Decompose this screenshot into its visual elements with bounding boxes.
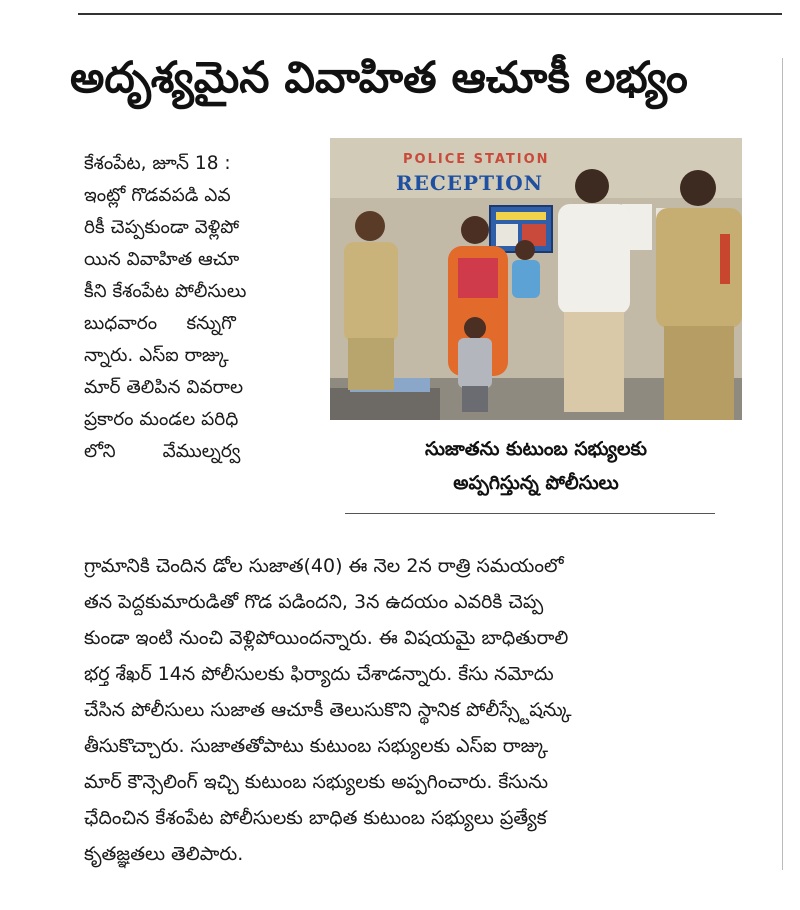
photo-caption: [330, 432, 742, 500]
text-line: న్నారు. ఎస్ఐ రాజ్కు: [84, 345, 229, 366]
text-line: మార్ తెలిపిన వివరాల: [84, 377, 244, 398]
text-line: యిన వివాహిత ఆచూ: [84, 249, 240, 270]
article-lead-column: [84, 148, 324, 468]
top-rule: [78, 13, 782, 15]
text-line: కీని కేశంపేట పోలీసులు: [84, 281, 247, 302]
text-line: తన పెద్దకుమారుడితో గొడ పడిందని, 3న ఉదయం ఎవరికి చెప్ప: [84, 591, 544, 613]
text-line: ప్రకారం మండల పరిధి: [84, 409, 239, 430]
sign-top-text: POLICE STATION: [403, 152, 550, 167]
text-line: కేశంపేట, జూన్ 18 :: [84, 153, 231, 174]
text-line: భర్త శేఖర్ 14న పోలీసులకు ఫిర్యాదు చేశాడన్నారు. కేసు నమోదు: [84, 663, 554, 685]
text-line: చేసిన పోలీసులు సుజాత ఆచూకీ తెలుసుకొని స్థానిక పోలీస్స్టేషన్కు: [84, 699, 572, 721]
text-line: కుండా ఇంటి నుంచి వెళ్లిపోయిందన్నారు. ఈ విషయమై బాధితురాలి: [84, 627, 569, 649]
text-line: ఛేదించిన కేశంపేట పోలీసులకు బాధిత కుటుంబ సభ్యులు ప్రత్యేక: [84, 807, 547, 829]
news-photo: [330, 138, 742, 420]
caption-rule: [345, 513, 715, 514]
text-line: మార్ కౌన్సెలింగ్ ఇచ్చి కుటుంబ సభ్యులకు అప్పగించారు. కేసును: [84, 771, 549, 793]
text-line: కృతజ్ఞతలు తెలిపారు.: [84, 843, 244, 865]
caption-line: అప్పగిస్తున్న పోలీసులు: [453, 472, 619, 494]
text-line: ఇంట్లో గొడవపడి ఎవ: [84, 185, 231, 206]
photo-illustration: [330, 138, 742, 420]
sign-main-text: RECEPTION: [396, 171, 544, 195]
text-line: గ్రామానికి చెందిన డోల సుజాత(40) ఈ నెల 2న రాత్రి సమయంలో: [84, 555, 564, 577]
column-rule: [782, 58, 783, 870]
text-line: లోని వేముల్నర్వ: [84, 441, 241, 462]
text-line: తీసుకొచ్చారు. సుజాతతోపాటు కుటుంబ సభ్యులకు ఎస్ఐ రాజ్కు: [84, 735, 549, 757]
headline: అదృశ్యమైన వివాహిత ఆచూకీ లభ్యం: [70, 53, 688, 103]
text-line: బుధవారం కన్నుగొ: [84, 313, 236, 334]
article-body: [84, 548, 764, 872]
text-line: రికీ చెప్పకుండా వెళ్లిపో: [84, 217, 240, 238]
caption-line: సుజాతను కుటుంబ సభ్యులకు: [425, 438, 647, 460]
